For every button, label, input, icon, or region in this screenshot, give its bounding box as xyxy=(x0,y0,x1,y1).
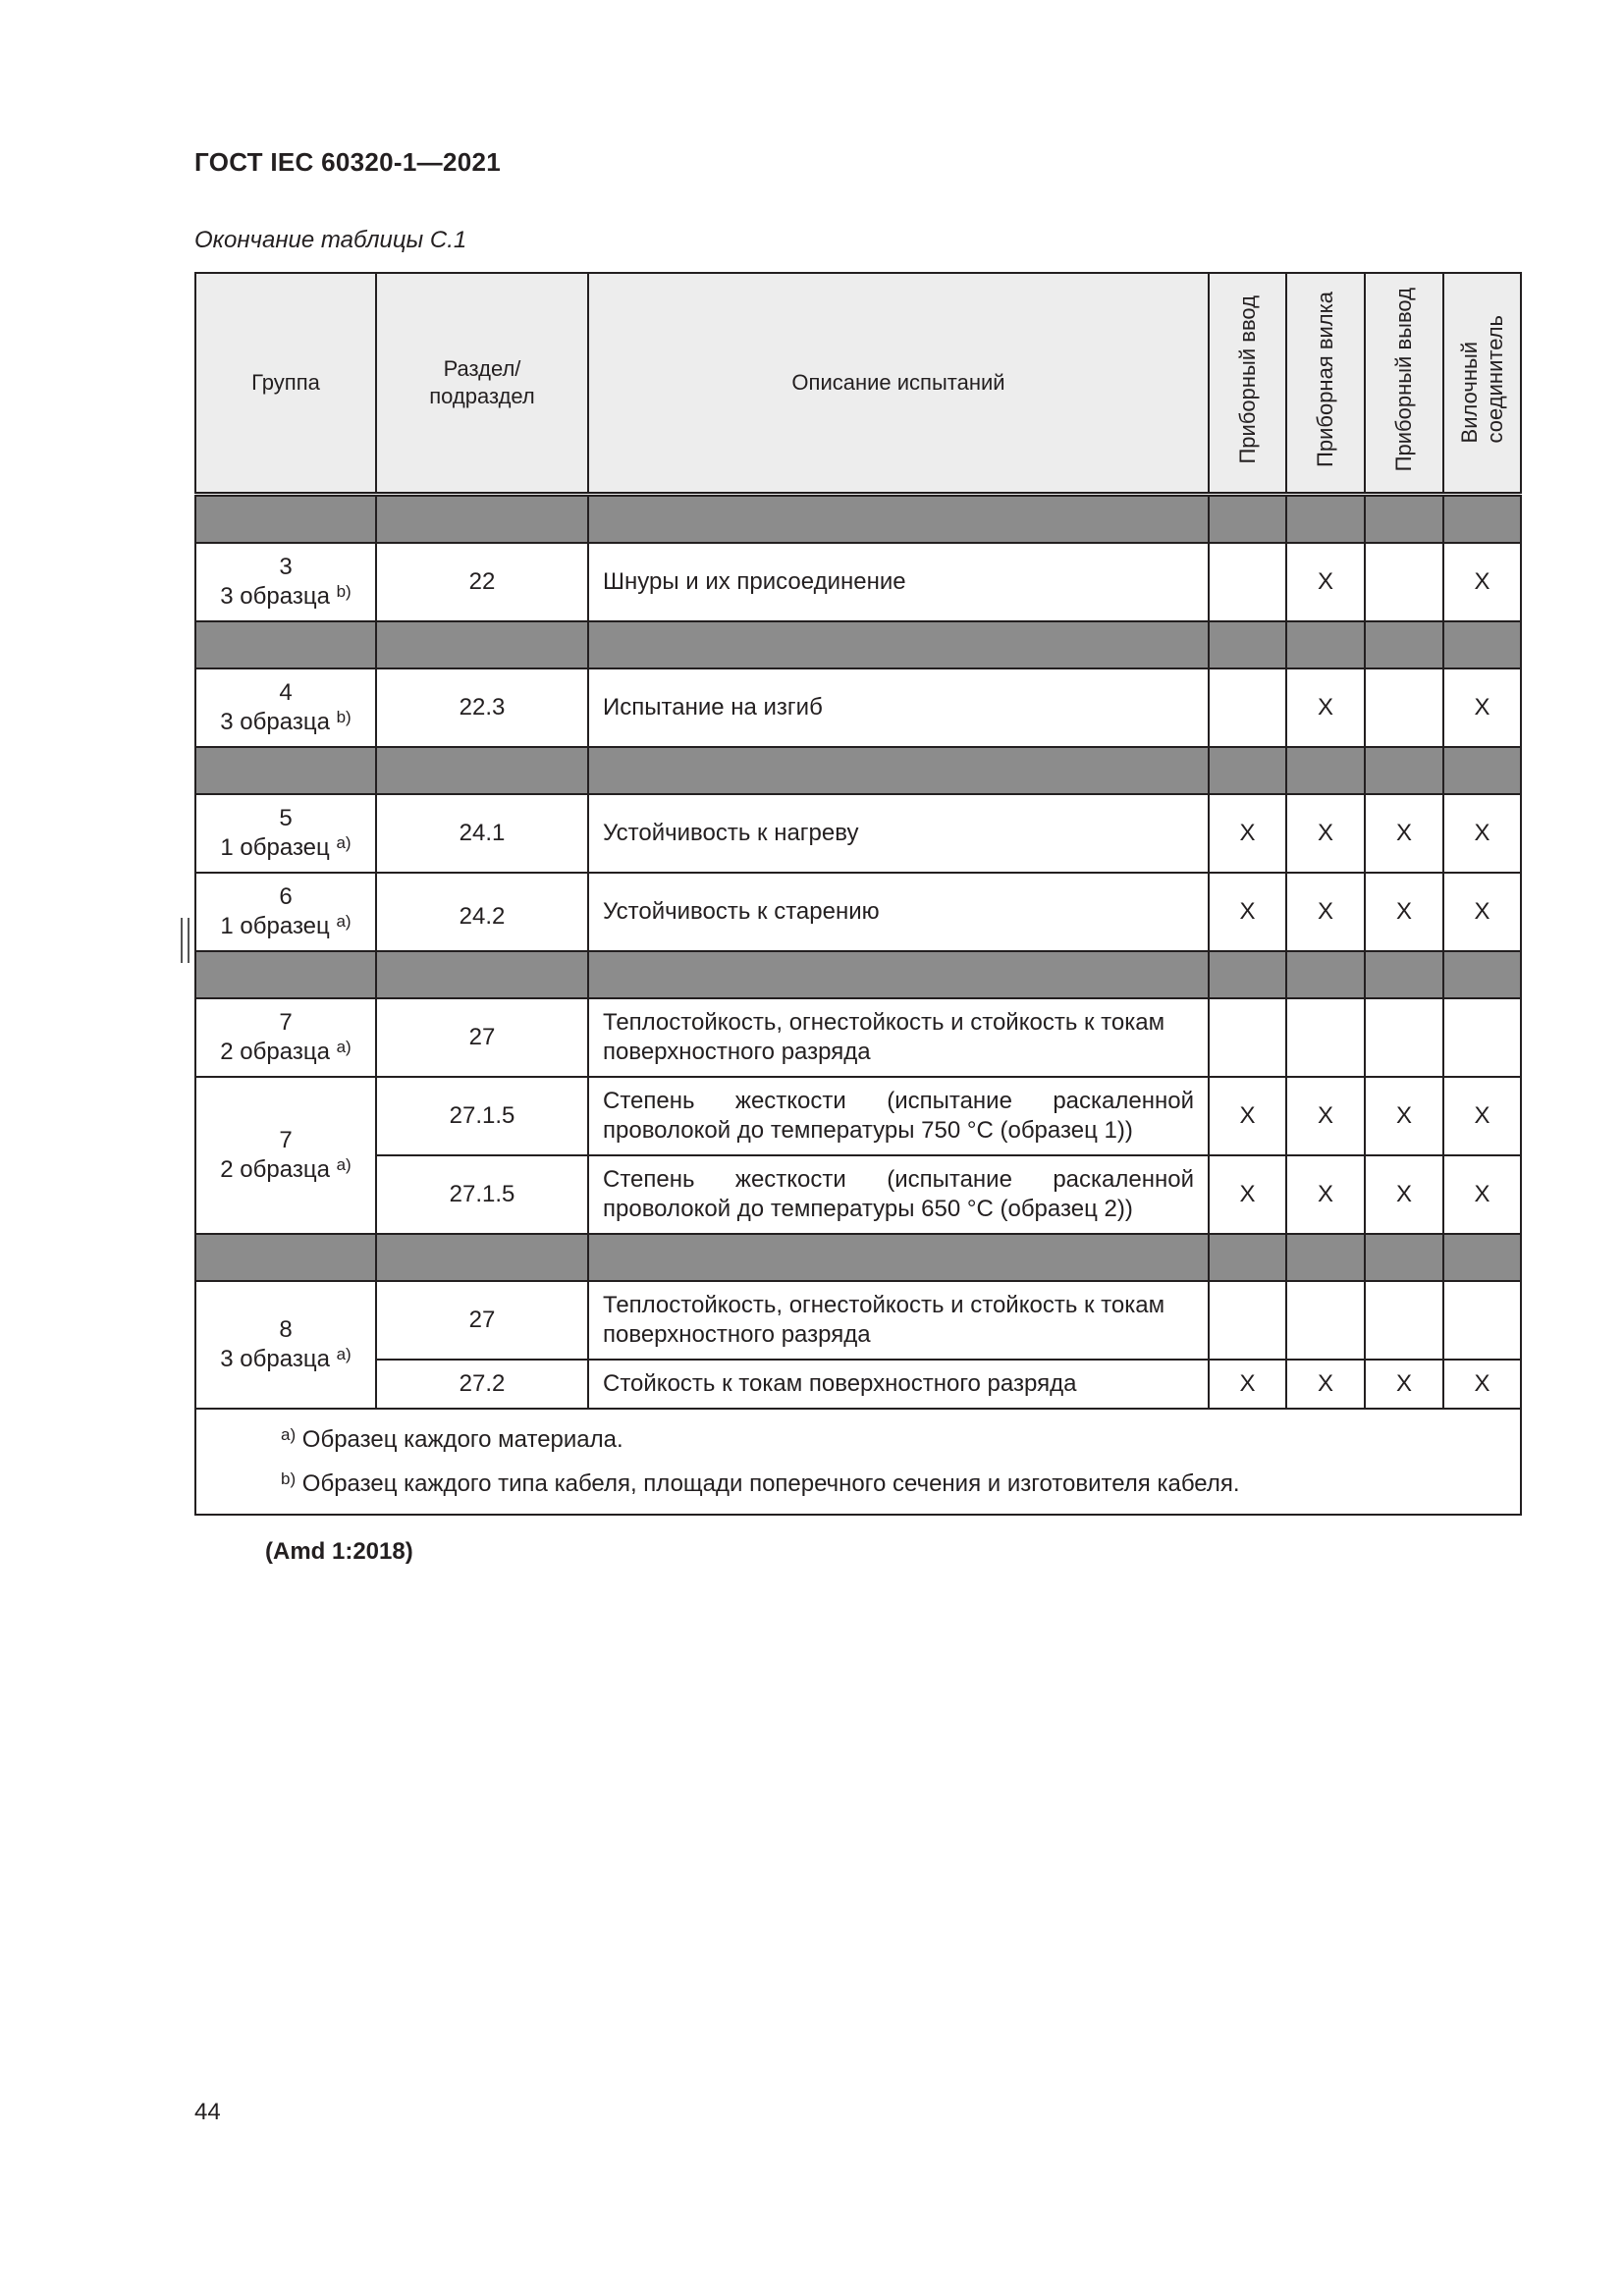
table-row xyxy=(195,873,1521,951)
connector-mark: X xyxy=(1443,543,1521,621)
plug-mark: X xyxy=(1286,543,1365,621)
plug-mark: X xyxy=(1286,1155,1365,1234)
outlet-mark xyxy=(1365,543,1443,621)
separator-row xyxy=(195,1234,1521,1281)
plug-mark: X xyxy=(1286,1077,1365,1155)
connector-mark xyxy=(1443,998,1521,1077)
footnote-a: $^{a)}$ Образец каждого материала. xyxy=(281,1425,623,1453)
table-row xyxy=(195,1155,1521,1234)
group-cell: 8 3 образца $^{a)}$ xyxy=(195,1281,376,1409)
footnotes-row xyxy=(195,1409,1521,1515)
section-cell: 27.2 xyxy=(376,1360,588,1409)
table-row xyxy=(195,543,1521,621)
outlet-mark: X xyxy=(1365,1155,1443,1234)
table-row xyxy=(195,668,1521,747)
plug-mark: X xyxy=(1286,668,1365,747)
description-cell: Устойчивость к нагреву xyxy=(588,794,1209,873)
section-cell: 27 xyxy=(376,998,588,1077)
outlet-mark xyxy=(1365,668,1443,747)
section-cell: 27 xyxy=(376,1281,588,1360)
description-cell: Шнуры и их присоединение xyxy=(588,543,1209,621)
outlet-mark: X xyxy=(1365,1360,1443,1409)
outlet-mark xyxy=(1365,1281,1443,1360)
col-header-outlet: Приборный вывод xyxy=(1365,273,1443,495)
outlet-mark: X xyxy=(1365,794,1443,873)
plug-mark xyxy=(1286,998,1365,1077)
col-header-section: Раздел/ подраздел xyxy=(376,273,588,495)
description-cell: Устойчивость к старению xyxy=(588,873,1209,951)
col-header-description: Описание испытаний xyxy=(588,273,1209,495)
page-number: 44 xyxy=(194,2099,221,2125)
col-header-plug: Приборная вилка xyxy=(1286,273,1365,495)
inlet-mark xyxy=(1209,1281,1286,1360)
inlet-mark xyxy=(1209,668,1286,747)
group-cell: 6 1 образец $^{a)}$ xyxy=(195,873,376,951)
plug-mark xyxy=(1286,1281,1365,1360)
section-cell: 24.1 xyxy=(376,794,588,873)
inlet-mark xyxy=(1209,543,1286,621)
separator-row xyxy=(195,747,1521,794)
table-row xyxy=(195,998,1521,1077)
outlet-mark xyxy=(1365,998,1443,1077)
section-cell: 24.2 xyxy=(376,873,588,951)
connector-mark: X xyxy=(1443,1077,1521,1155)
description-cell: Стойкость к токам поверхностного разряда xyxy=(588,1360,1209,1409)
inlet-mark: X xyxy=(1209,1155,1286,1234)
col-header-connector: Вилочный соединитель xyxy=(1443,273,1521,495)
table-header-row xyxy=(195,273,1521,495)
inlet-mark: X xyxy=(1209,873,1286,951)
section-cell: 22 xyxy=(376,543,588,621)
footnote-b: $^{b)}$ Образец каждого типа кабеля, площади поперечного сечения и изготовителя кабеля. xyxy=(281,1469,1240,1497)
outlet-mark: X xyxy=(1365,1077,1443,1155)
connector-mark: X xyxy=(1443,873,1521,951)
document-title: ГОСТ IEC 60320-1—2021 xyxy=(194,147,501,177)
test-table xyxy=(194,272,1522,1516)
section-cell: 27.1.5 xyxy=(376,1155,588,1234)
description-cell: Степень жесткости (испытание раскаленной проволокой до температуры 650 °С (образец 2)) xyxy=(588,1155,1209,1234)
connector-mark: X xyxy=(1443,1155,1521,1234)
group-cell: 3 3 образца $^{b)}$ xyxy=(195,543,376,621)
table-row xyxy=(195,1077,1521,1155)
description-cell: Теплостойкость, огнестойкость и стойкость к токам поверхностного разряда xyxy=(588,1281,1209,1360)
group-cell: 5 1 образец $^{a)}$ xyxy=(195,794,376,873)
table-row xyxy=(195,1360,1521,1409)
inlet-mark: X xyxy=(1209,1360,1286,1409)
section-cell: 22.3 xyxy=(376,668,588,747)
separator-row xyxy=(195,621,1521,668)
col-header-group: Группа xyxy=(195,273,376,495)
inlet-mark: X xyxy=(1209,1077,1286,1155)
separator-row xyxy=(195,951,1521,998)
description-cell: Теплостойкость, огнестойкость и стойкость к токам поверхностного разряда xyxy=(588,998,1209,1077)
connector-mark: X xyxy=(1443,794,1521,873)
connector-mark: X xyxy=(1443,668,1521,747)
table-row xyxy=(195,1281,1521,1360)
connector-mark: X xyxy=(1443,1360,1521,1409)
group-cell: 7 2 образца $^{a)}$ xyxy=(195,1077,376,1234)
separator-row xyxy=(195,495,1521,544)
plug-mark: X xyxy=(1286,1360,1365,1409)
inlet-mark xyxy=(1209,998,1286,1077)
outlet-mark: X xyxy=(1365,873,1443,951)
col-header-inlet: Приборный ввод xyxy=(1209,273,1286,495)
amendment-note: (Amd 1:2018) xyxy=(265,1538,413,1565)
group-cell: 4 3 образца $^{b)}$ xyxy=(195,668,376,747)
table-caption: Окончание таблицы С.1 xyxy=(194,227,467,253)
plug-mark: X xyxy=(1286,873,1365,951)
footnotes xyxy=(195,1409,1521,1515)
plug-mark: X xyxy=(1286,794,1365,873)
section-cell: 27.1.5 xyxy=(376,1077,588,1155)
table-row xyxy=(195,794,1521,873)
description-cell: Степень жесткости (испытание раскаленной проволокой до температуры 750 °С (образец 1)) xyxy=(588,1077,1209,1155)
connector-mark xyxy=(1443,1281,1521,1360)
description-cell: Испытание на изгиб xyxy=(588,668,1209,747)
change-marker xyxy=(181,918,189,963)
inlet-mark: X xyxy=(1209,794,1286,873)
group-cell: 7 2 образца $^{a)}$ xyxy=(195,998,376,1077)
